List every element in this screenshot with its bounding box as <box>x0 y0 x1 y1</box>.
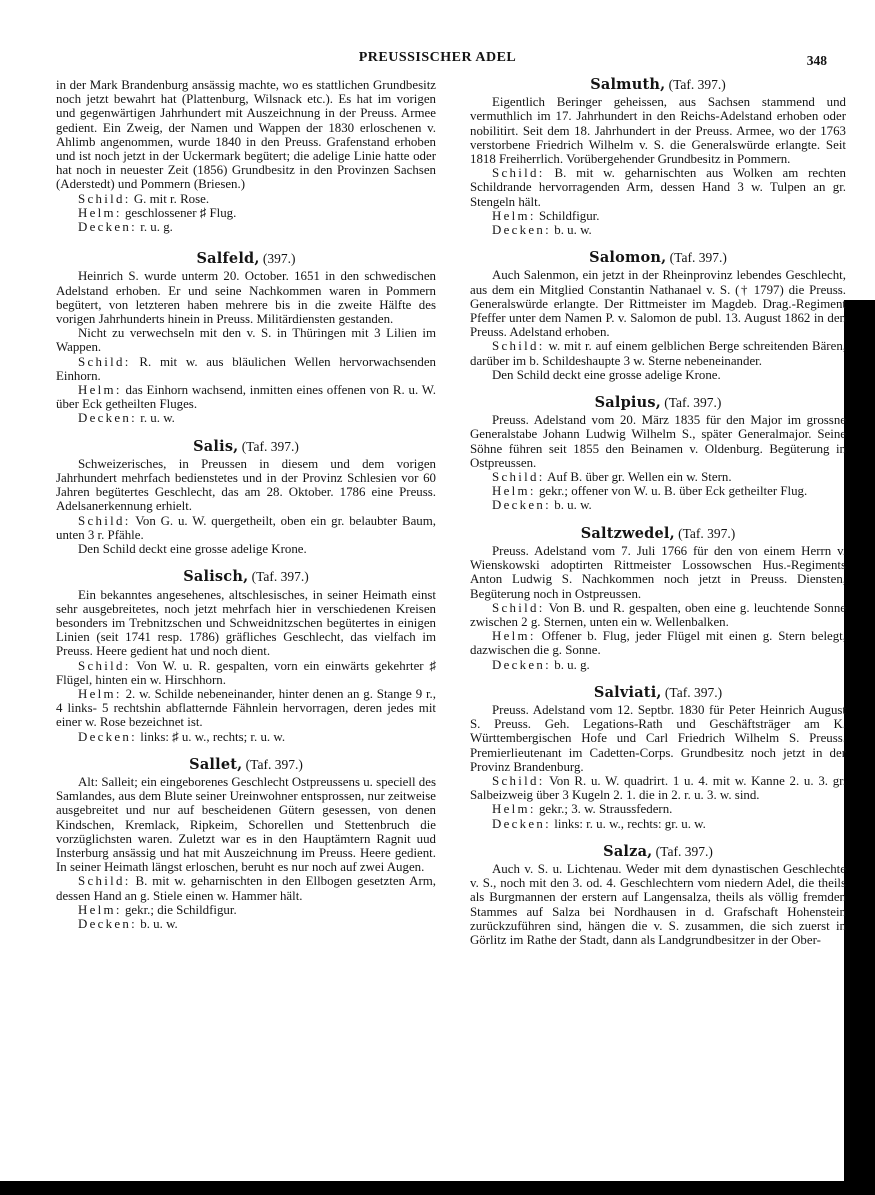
page-number: 348 <box>806 53 827 68</box>
entry-paragraph: Ein bekanntes angesehenes, altschlesisches, in seiner Heimath einst sehr ausgebreitetes, noch jetzt mehrfach hier in verschiedenen Kreisen besonders im Trebnitzschen und Schweidnitzschen begütertes in einigen Linien (seit 1741 resp. 1786) gräfliches Geschlecht, das vielfach im Preuss. Heere gedient hat und noch dient. <box>56 587 436 659</box>
entry-paragraph: Preuss. Adelstand vom 20. März 1835 für den Major im grossne Generalstabe Johann Ludwig Wilhelm S., später Generalmajor. Seine Söhne führen seit 1855 den Beinamen v. Oldenburg. Begüterung in Ostpreussen. <box>470 413 846 470</box>
entry-salomon <box>470 251 846 382</box>
blazon-schild: Schild: Von B. und R. gespalten, oben eine g. leuchtende Sonne zwischen 2 g. Sternen, unten ein w. Wellenbalken. <box>470 600 846 629</box>
blazon-schild: Schild: B. mit w. geharnischten in den Ellbogen gesetzten Arm, dessen Hand an g. Stiele einen w. Hammer hält. <box>56 874 436 903</box>
entry-continuation <box>56 78 436 234</box>
blazon-decken: Decken: r. u. w. <box>78 411 175 426</box>
blazon-schild: Schild: G. mit r. Rose. <box>78 191 210 206</box>
entry-salpius <box>470 396 846 513</box>
blazon-helm: Helm: Schildfigur. <box>492 208 600 223</box>
entry-heading: Sallet, (Taf. 397.) <box>189 755 303 773</box>
entry-salviati <box>470 683 846 831</box>
entry-paragraph: Schweizerisches, in Preussen in diesem und dem vorigen Jahrhundert mehrfach bedienstetes und in der Provinz Schlesien vor 60 Jahren begütertes Geschlecht, das am 28. Oktober. 1786 eine Preuss. Adelsanerkennung erhielt. <box>56 456 436 514</box>
entry-heading: Salisch, (Taf. 397.) <box>183 568 309 586</box>
entry-heading: Salmuth, (Taf. 397.) <box>590 76 726 93</box>
blazon-helm: Helm: 2. w. Schilde nebeneinander, hinter denen an g. Stange 9 r., 4 links- 5 rechtshin abflatternde Fähnlein hervorragen, deren jedes mit einer w. Rose bezeichnet ist. <box>56 686 436 730</box>
entry-salisch <box>56 570 436 743</box>
left-column <box>56 78 436 945</box>
entry-heading: Salpius, (Taf. 397.) <box>594 394 722 412</box>
blazon-schild: Schild: Von W. u. R. gespalten, vorn ein einwärts gekehrter ♯ Flügel, hinten ein w. Hirschhorn. <box>56 658 436 687</box>
blazon-decken: Decken: b. u. w. <box>492 498 592 513</box>
blazon-schild: Schild: w. mit r. auf einem gelblichen Berge schreitenden Bären, darüber im b. Schildeshaupte 3 w. Sterne nebeneinander. <box>470 339 846 368</box>
blazon-helm: Helm: Offener b. Flug, jeder Flügel mit einen g. Stern belegt, dazwischen die g. Sonne. <box>470 629 846 658</box>
entry-paragraph: Preuss. Adelstand vom 12. Septbr. 1830 für Peter Heinrich August S. Preuss. Geh. Legations-Rath und Geschäftsträger am K. Württembergischen Hofe und Carl Friedrich Wilhelm S. Preuss. Premierlieutenant im Cadetten-Corps. Grundbesitz noch jetzt in der Provinz Brandenburg. <box>470 702 846 774</box>
blazon-decken: Decken: r. u. g. <box>78 220 173 235</box>
blazon-helm: Helm: gekr.; offener von W. u. B. über Eck getheilter Flug. <box>492 484 808 499</box>
entry-heading: Saltzwedel, (Taf. 397.) <box>580 524 736 542</box>
entry-salfeld <box>56 252 436 425</box>
blazon-decken: Decken: b. u. w. <box>492 223 592 238</box>
blazon-decken: Decken: links: r. u. w., rechts: gr. u. w. <box>492 816 706 831</box>
entry-heading: Salza, (Taf. 397.) <box>603 842 713 860</box>
entry-heading: Salis, (Taf. 397.) <box>193 437 299 455</box>
entry-paragraph: Auch v. S. u. Lichtenau. Weder mit dem dynastischen Geschlechte v. S., noch mit den 3. od. 4. Geschlechtern vom niedern Adel, die theils als Burgmannen der erstern auf Langensalza, theils als völlig fremden Stammes auf Salza bei Nordhausen in d. Grafschaft Hohenstein zurückzuführen sind, hängen die v. S. zusammen, die sich zuerst in Görlitz im Rathe der Stadt, dann als Landgrundbesitzer in der Ober- <box>470 861 846 947</box>
entry-heading: Salomon, (Taf. 397.) <box>589 249 727 267</box>
entry-salza <box>470 842 846 947</box>
blazon-helm: Helm: gekr.; 3. w. Straussfedern. <box>492 802 673 817</box>
right-column <box>470 78 846 961</box>
entry-paragraph: Heinrich S. wurde unterm 20. October. 1651 in den schwedischen Adelstand erhoben. Er und seine Nachkommen waren in Pommern begütert, von letzteren haben mehrere bis in die zweite Hälfte des vorigen Jahrhunderts hinein in Preuss. Militärdiensten gestanden. <box>56 269 436 327</box>
entry-heading: Salfeld, (397.) <box>196 250 296 268</box>
entry-salmuth <box>470 78 846 237</box>
entry-salis <box>56 437 436 557</box>
scan-edge-bottom <box>0 1181 875 1195</box>
entry-paragraph: Alt: Salleit; ein eingeborenes Geschlecht Ostpreussens u. speciell des Samlandes, aus dem Blute seiner Ureinwohner entsprossen, nur zeitweise ausgebreitet und nur auf bescheidenen Gütern gesessen, von denen Kindschen, Kremlack, Ripkeim, Schorellen und Stettenbruch die vorzüglichsten waren. Zuletzt war es in den Hauptämtern Ragnit uud Insterburg ansässig und hat mit Auszeichnung im Preuss. Heere gedient. In seiner Heimath längst erloschen, beruht es nur noch auf zwei Augen. <box>56 774 436 875</box>
blazon-decken: Decken: b. u. w. <box>78 916 178 931</box>
entry-paragraph: Eigentlich Beringer geheissen, aus Sachsen stammend und vermuthlich im 17. Jahrhundert in den Reichs-Adelstand erhoben oder nobilitirt. Seit dem 18. Jahrhundert in der Preuss. Armee, wo der 1763 verstorbene Friedrich Wilhelm v. S. die Generalswürde erlangte. Seit 1818 Freiherrlich. Vorübergehender Grundbesitz in Pommern. <box>470 95 846 167</box>
blazon-decken: Decken: links: ♯ u. w., rechts; r. u. w. <box>78 729 286 744</box>
entry-note: Den Schild deckt eine grosse adelige Krone. <box>492 367 721 382</box>
entry-paragraph: in der Mark Brandenburg ansässig machte, wo es stattlichen Grundbesitz noch jetzt bewahrt hat (Plattenburg, Wilsnack etc.). Es hat im vorigen und gegenwärtigen Jahrhundert mit Auszeichnung in der Preuss. Armee gedient. Ein Zweig, der Namen und Wappen der 1830 erloschenen v. Ahlimb angenommen, wurde 1840 in den Preuss. Grafenstand erhoben und ist noch jetzt in der Uckermark begütert; die adelige Linie hatte oder hat noch in neuester Zeit (1856) Grundbesitz in den Provinzen Sachsen (Aderstedt) und Pommern (Briesen.) <box>56 78 436 192</box>
running-title: PREUSSISCHER ADEL <box>358 50 517 65</box>
scan-edge-right <box>844 300 875 1195</box>
blazon-schild: Schild: R. mit w. aus bläulichen Wellen hervorwachsenden Einhorn. <box>56 354 436 383</box>
blazon-helm: Helm: geschlossener ♯ Flug. <box>78 205 237 220</box>
blazon-schild: Schild: B. mit w. geharnischten aus Wolken am rechten Schildrande hervorragenden Arm, dessen Hand 3 w. Tulpen an gr. Stengeln hält. <box>470 166 846 209</box>
entry-sallet <box>56 755 436 931</box>
entry-note: Den Schild deckt eine grosse adelige Krone. <box>78 542 307 557</box>
entry-paragraph: Preuss. Adelstand vom 7. Juli 1766 für den von einem Herrn v. Wienskowski adoptirten Rittmeister Lossowschen Hus.-Regiments Anton Ludwig S. Nachkommen noch jetzt in Preuss. Diensten, Begüterung noch in Ostpreussen. <box>470 543 846 601</box>
entry-paragraph: Auch Salenmon, ein jetzt in der Rheinprovinz lebendes Geschlecht, aus dem ein Mitglied Constantin Nathanael v. S. († 1797) die Preuss. Generalswürde erlangte. Der Rittmeister im Magdeb. Drag.-Regiment Pfeffer unter dem Namen P. v. Salomon de publ. 13. August 1862 in den Preuss. Adelstand erhoben. <box>470 268 846 340</box>
entry-saltzwedel <box>470 524 846 672</box>
blazon-decken: Decken: b. u. g. <box>492 657 590 672</box>
blazon-helm: Helm: das Einhorn wachsend, inmitten eines offenen von R. u. W. über Eck getheilten Fluges. <box>56 383 436 412</box>
entry-paragraph: Nicht zu verwechseln mit den v. S. in Thüringen mit 3 Lilien im Wappen. <box>56 326 436 355</box>
blazon-helm: Helm: gekr.; die Schildfigur. <box>78 902 237 917</box>
entry-heading: Salviati, (Taf. 397.) <box>593 683 723 701</box>
blazon-schild: Schild: Von R. u. W. quadrirt. 1 u. 4. mit w. Kanne 2. u. 3. gr. Salbeizweig über 3 Kugeln 2. 1. die in 2. r. u. 3. w. sind. <box>470 773 846 803</box>
page-header <box>0 50 875 70</box>
blazon-schild: Schild: Auf B. über gr. Wellen ein w. Stern. <box>492 470 732 485</box>
blazon-schild: Schild: Von G. u. W. quergetheilt, oben ein gr. belaubter Baum, unten 3 r. Pfähle. <box>56 513 436 542</box>
